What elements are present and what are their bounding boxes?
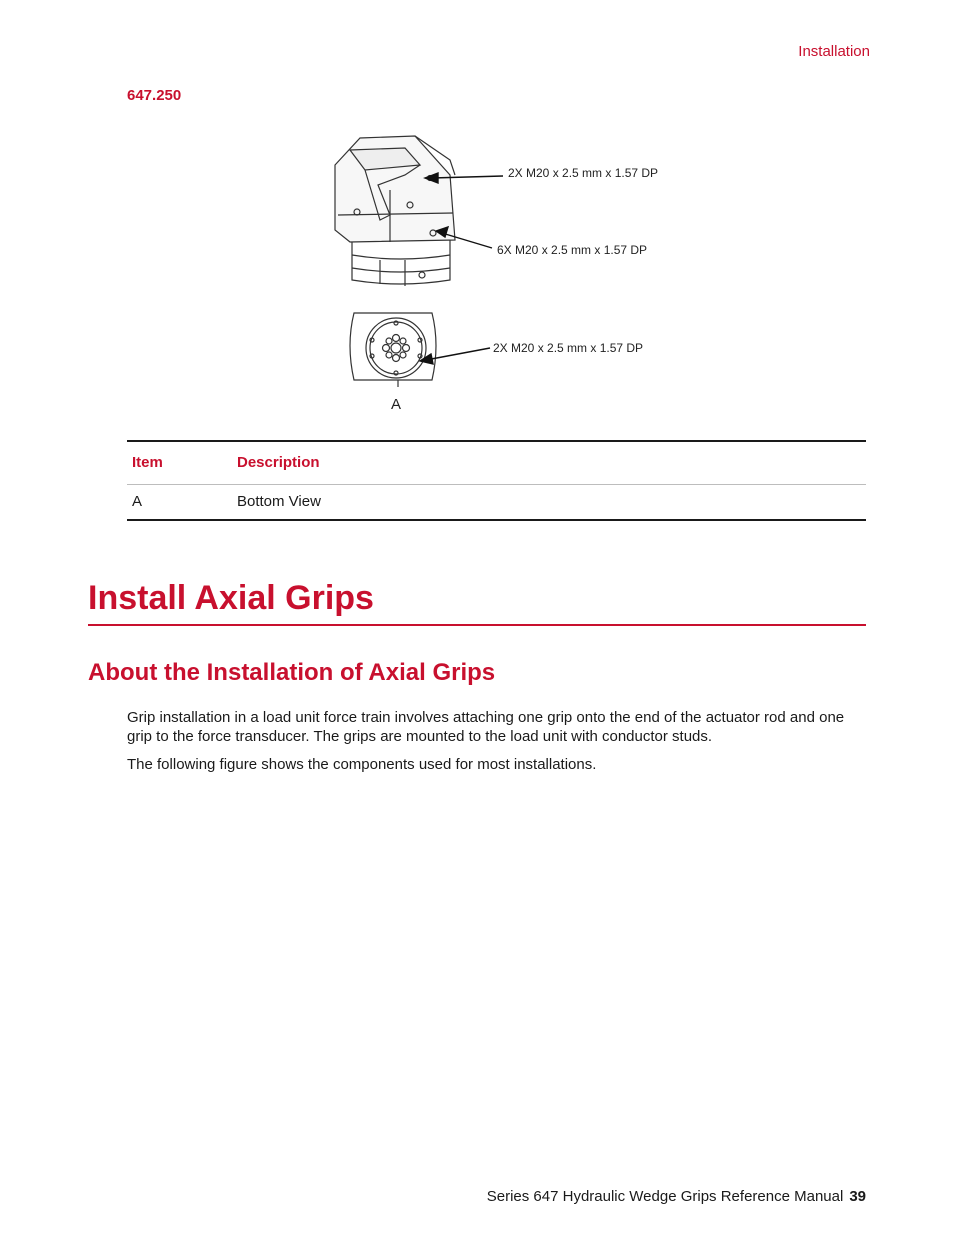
model-label: 647.250 (127, 87, 182, 104)
body-paragraph-2: The following figure shows the components used for most installations. (127, 756, 597, 773)
page-footer (487, 1188, 866, 1205)
callout-bottom: 2X M20 x 2.5 mm x 1.57 DP (493, 341, 644, 355)
body-paragraph-1: Grip installation in a load unit force train involves attaching one grip onto the end of the actuator rod and one grip to the force transducer. The grips are mounted to the load unit with conductor studs. (127, 709, 845, 745)
section-heading: Install Axial Grips (88, 578, 866, 626)
table-header-row (127, 441, 866, 484)
callout-side: 6X M20 x 2.5 mm x 1.57 DP (497, 243, 648, 257)
item-table (127, 440, 866, 521)
grip-diagram (320, 130, 700, 420)
subsection-heading: About the Installation of Axial Grips (88, 659, 496, 686)
view-label-a: A (391, 396, 402, 413)
footer-manual-title: Series 647 Hydraulic Wedge Grips Reference Manual (486, 1188, 844, 1205)
running-header: Installation (798, 43, 870, 60)
table-cell-description: Bottom View (232, 484, 866, 520)
page-number: 39 (849, 1188, 866, 1205)
table-header-item: Item (127, 441, 232, 484)
table-row (127, 484, 866, 520)
callout-top: 2X M20 x 2.5 mm x 1.57 DP (508, 166, 659, 180)
table-cell-item: A (127, 484, 232, 520)
grip-figure (320, 130, 700, 420)
table-header-description: Description (232, 441, 866, 484)
